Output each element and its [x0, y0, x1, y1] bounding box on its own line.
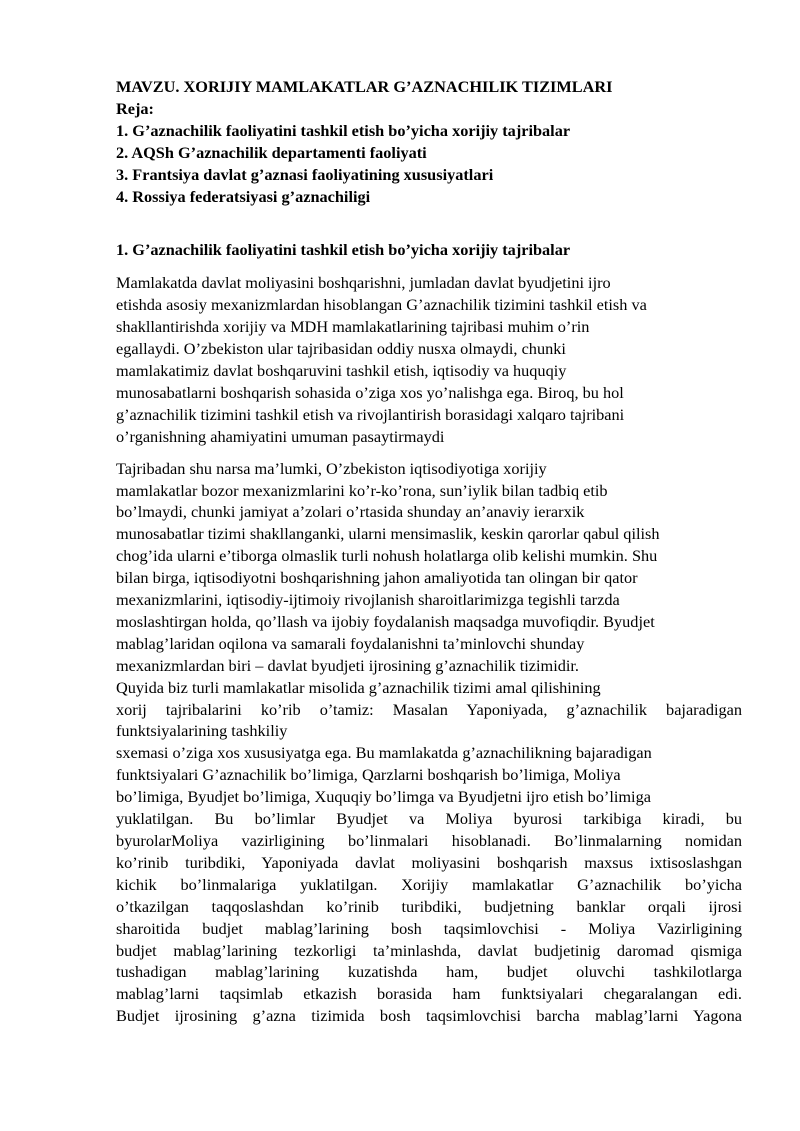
- text-line: egallaydi. O’zbekiston ular tajribasidan oddiy nusxa olmaydi, chunki: [116, 339, 566, 359]
- paragraph-1: [116, 272, 742, 447]
- text-line: tushadigan mablag’larining kuzatishda ham, budjet oluvchi tashkilotlarga: [116, 962, 742, 982]
- text-line: Budjet ijrosining g’azna tizimida bosh taqsimlovchisi barcha mablag’larni Yagona: [116, 1006, 742, 1026]
- text-line: funktsiyalarining tashkiliy: [116, 721, 288, 741]
- topic-title: MAVZU. XORIJIY MAMLAKATLAR G’AZNACHILIK TIZIMLARI: [116, 77, 613, 96]
- text-line: mamlakatimiz davlat boshqaruvini tashkil etish, iqtisodiy va huquqiy: [116, 360, 567, 380]
- text-line: yuklatilgan. Bu bo’limlar Byudjet va Moliya byurosi tarkibiga kiradi, bu: [116, 809, 742, 829]
- text-line: bo’limiga, Byudjet bo’limiga, Xuquqiy bo’limga va Byudjetni ijro etish bo’limiga: [116, 787, 651, 807]
- text-line: Tajribadan shu narsa ma’lumki, O’zbekiston iqtisodiyotiga xorijiy: [116, 458, 547, 478]
- document-header: [116, 76, 742, 207]
- text-line: moslashtirgan holda, qo’llash va ijobiy foydalanish maqsadga muvofiqdir. Byudjet: [116, 611, 655, 631]
- text-line: xorij tajribalarini ko’rib o’tamiz: Masalan Yaponiyada, g’aznachilik bajaradigan: [116, 699, 742, 719]
- text-line: mexanizmlarini, iqtisodiy-ijtimoiy rivojlanish sharoitlarimizga tegishli tarzda: [116, 590, 620, 610]
- text-line: mablag’laridan oqilona va samarali foydalanishni ta’minlovchi shunday: [116, 633, 585, 653]
- text-line: ko’rinib turibdiki, Yaponiyada davlat moliyasini boshqarish maxsus ixtisoslashgan: [116, 852, 742, 872]
- document-page: [116, 76, 742, 1027]
- text-line: sxemasi o’ziga xos xususiyatga ega. Bu mamlakatda g’aznachilikning bajaradigan: [116, 743, 652, 763]
- text-line: g’aznachilik tizimini tashkil etish va rivojlantirish borasidagi xalqaro tajribani: [116, 404, 625, 424]
- section-title: 1. G’aznachilik faoliyatini tashkil etish bo’yicha xorijiy tajribalar: [116, 240, 571, 260]
- text-line: kichik bo’linmalariga yuklatilgan. Xorijiy mamlakatlar G’aznachilik bo’yicha: [116, 874, 742, 894]
- text-line: etishda asosiy mexanizmlardan hisoblangan G’aznachilik tizimini tashkil etish va: [116, 295, 647, 315]
- text-line: shakllantirishda xorijiy va MDH mamlakatlarining tajribasi muhim o’rin: [116, 317, 590, 337]
- text-line: munosabatlarni boshqarish sohasida o’ziga xos yo’nalishga ega. Biroq, bu hol: [116, 382, 624, 402]
- text-line: o’rganishning ahamiyatini umuman pasaytirmaydi: [116, 426, 445, 446]
- text-line: chog’ida ularni e’tiborga olmaslik turli nohush holatlarga olib kelishi mumkin. Shu: [116, 546, 658, 566]
- text-line: Quyida biz turli mamlakatlar misolida g’aznachilik tizimi amal qilishining: [116, 677, 601, 697]
- text-line: byurolarMoliya vazirligining bo’linmalari hisoblanadi. Bo’linmalarning nomidan: [116, 831, 742, 850]
- plan-item: 2. AQSh G’aznachilik departamenti faoliyati: [116, 142, 427, 162]
- plan-item: 4. Rossiya federatsiyasi g’aznachiligi: [116, 186, 371, 206]
- text-line: mamlakatlar bozor mexanizmlarini ko’r-ko’rona, sun’iylik bilan tadbiq etib: [116, 480, 608, 500]
- text-line: funktsiyalari G’aznachilik bo’limiga, Qarzlarni boshqarish bo’limiga, Moliya: [116, 765, 621, 785]
- text-line: sharoitida budjet mablag’larining bosh taqsimlovchisi - Moliya Vazirligining: [116, 918, 742, 938]
- text-line: mexanizmlardan biri – davlat byudjeti ijrosining g’aznachilik tizimidir.: [116, 655, 579, 675]
- text-line: Mamlakatda davlat moliyasini boshqarishni, jumladan davlat byudjetini ijro: [116, 273, 611, 293]
- text-line: budjet mablag’larining tezkorligi ta’minlashda, davlat budjetinig daromad qismiga: [116, 940, 742, 960]
- text-line: bilan birga, iqtisodiyotni boshqarishning jahon amaliyotida tan olingan bir qator: [116, 568, 638, 588]
- text-line: o’tkazilgan taqqoslashdan ko’rinib turibdiki, budjetning banklar orqali ijrosi: [116, 896, 742, 916]
- plan-label: Reja:: [116, 98, 154, 118]
- plan-item: 3. Frantsiya davlat g’aznasi faoliyatining xususiyatlari: [116, 164, 494, 184]
- text-line: munosabatlar tizimi shakllanganki, ularni mensimaslik, keskin qarorlar qabul qilish: [116, 524, 660, 544]
- text-line: bo’lmaydi, chunki jamiyat a’zolari o’rtasida shunday an’anaviy ierarxik: [116, 502, 585, 522]
- plan-item: 1. G’aznachilik faoliyatini tashkil etish bo’yicha xorijiy tajribalar: [116, 120, 571, 140]
- text-line: mablag’larni taqsimlab etkazish borasida ham funktsiyalari chegaralangan edi.: [116, 984, 742, 1004]
- paragraph-2: [116, 458, 742, 1028]
